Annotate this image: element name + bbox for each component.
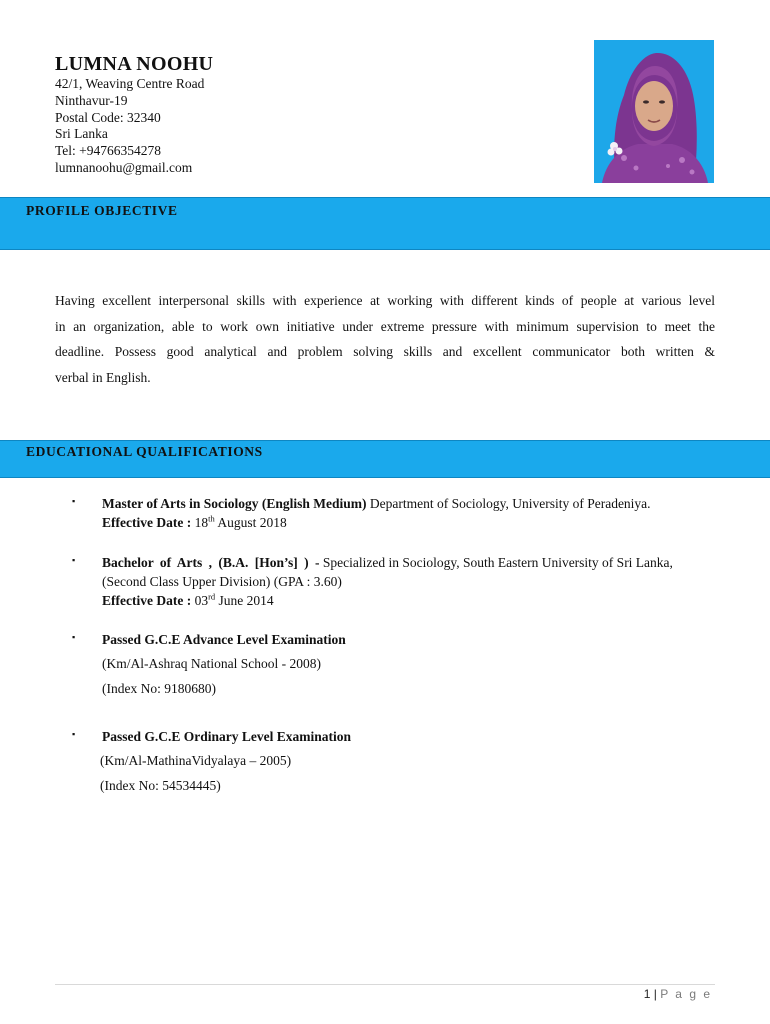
email-line: lumnanoohu@gmail.com [55,159,193,175]
ma-date-label: Effective Date : [102,515,195,530]
ma-detail: Department of Sociology, University of Peradeniya. [366,496,651,511]
ma-date-day: 18 [194,515,209,530]
page-label: P a g e [660,987,712,1001]
ba-date-day: 03 [194,593,209,608]
address-line: Sri Lanka [55,126,108,142]
al-school: (Km/Al-Ashraq National School - 2008) [102,656,321,671]
education-item-ol [72,727,762,799]
ol-title [102,729,351,745]
ba-class: (Second Class Upper Division) (GPA : 3.60) [102,574,342,589]
bullet-icon: ▪ [72,496,76,506]
education-item-al [72,630,762,702]
profile-objective-bar [0,197,770,250]
ol-index: (Index No: 54534445) [100,778,221,793]
objective-text [55,288,715,390]
ma-title: Master of Arts in Sociology (English Medium) [102,496,367,511]
education-item-ma [72,494,762,534]
address-line: 42/1, Weaving Centre Road [55,76,205,91]
section-title-education: EDUCATIONAL QUALIFICATIONS [26,444,263,459]
page-separator: | [650,987,661,1001]
ba-date-suffix: rd [208,591,216,602]
bullet-icon: ▪ [72,632,76,642]
ba-date-line [102,593,274,609]
objective-line: verbal in English. [55,369,151,385]
bullet-icon: ▪ [72,729,76,739]
contact-block [55,76,204,177]
ol-school: (Km/Al-MathinaVidyalaya – 2005) [100,753,292,768]
ma-line [102,496,651,512]
footer-divider [55,984,715,985]
ba-line [102,555,754,571]
education-item-ba [72,553,762,613]
ba-detail: Specialized in Sociology, South Eastern University of Sri Lanka, [319,555,673,570]
education-bar [0,440,770,478]
ba-title: Bachelor of Arts , (B.A. [Hon’s] ) - [102,555,320,570]
al-index: (Index No: 9180680) [102,681,216,696]
phone-line: Tel: +94766354278 [55,143,162,159]
ol-title-text: Passed G.C.E Ordinary Level Examination [102,729,352,744]
candidate-name: LUMNA NOOHU [55,53,214,75]
address-line: Ninthavur-19 [55,92,128,108]
objective-line: in an organization, able to work own initiative under extreme pressure with minimum supervision to meet the [55,318,715,334]
objective-line: Having excellent interpersonal skills with experience at working with different kinds of people at various level [55,293,715,308]
ba-date-rest: June 2014 [215,593,274,608]
page-footer [600,987,712,1001]
objective-line: deadline. Possess good analytical and problem solving skills and excellent communicator both written & [55,344,715,360]
ma-date-rest: August 2018 [214,515,287,530]
al-title [102,632,346,648]
address-line: Postal Code: 32340 [55,109,161,125]
section-title-profile: PROFILE OBJECTIVE [26,203,178,218]
profile-photo-illustration [594,40,714,183]
ma-date-suffix: th [208,513,215,524]
ma-date-line [102,515,287,531]
profile-photo [594,40,714,183]
al-title-text: Passed G.C.E Advance Level Examination [102,632,346,647]
page-number: 1 [643,987,651,1001]
bullet-icon: ▪ [72,555,76,565]
ba-date-label: Effective Date : [102,593,195,608]
